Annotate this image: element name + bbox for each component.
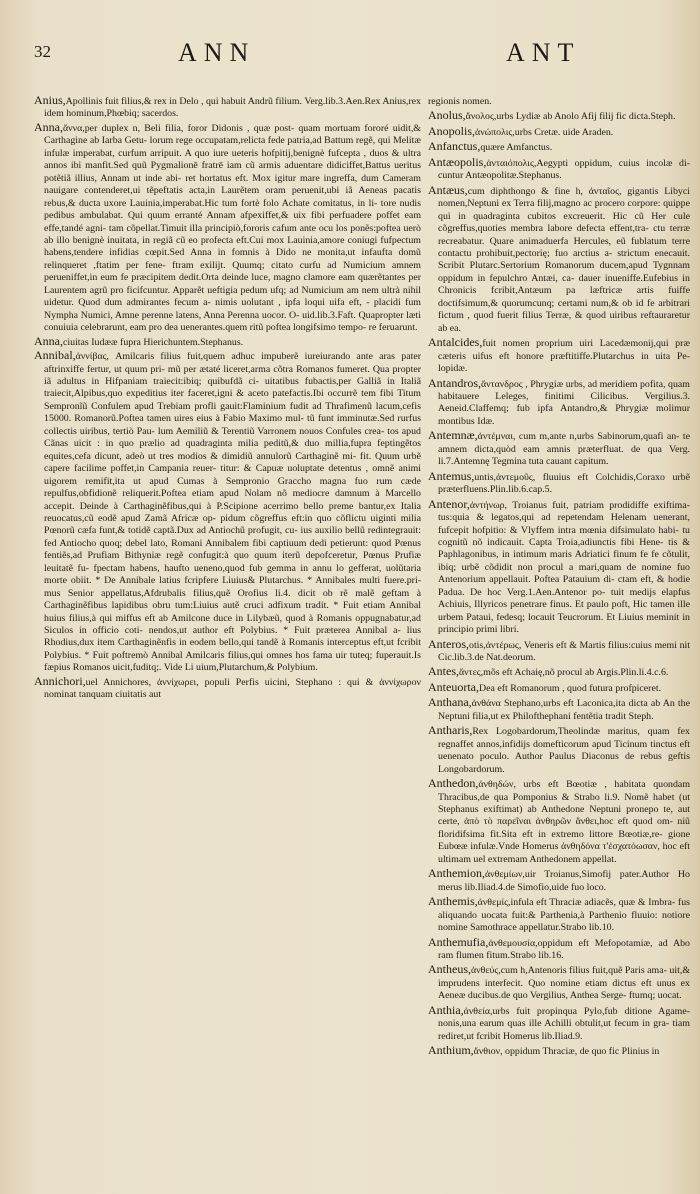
dictionary-entry	[428, 336, 690, 375]
entry-headword: Anolus,	[428, 108, 466, 123]
page-number: 32	[34, 42, 51, 61]
entry-headword: Anteros,	[428, 636, 469, 651]
dictionary-entry	[428, 665, 690, 679]
dictionary-entry	[428, 638, 690, 665]
entry-headword: Anthana,	[428, 695, 472, 710]
entry-text: ἄντες,mõs eft Achaię,nõ procul ab Argis.Plin.li.4.c.6.	[459, 667, 669, 679]
dictionary-entry	[428, 1004, 690, 1043]
dictionary-entry	[428, 963, 690, 1002]
dictionary-entry	[34, 94, 421, 121]
entry-headword: Antenor,	[428, 496, 470, 511]
dictionary-entry	[428, 125, 690, 139]
entry-text: ἄνολος,urbs Lydiæ ab Anolo Afij filij fic dicta.Steph.	[465, 111, 676, 123]
dictionary-entry	[428, 895, 690, 934]
entry-headword: Antes,	[428, 664, 459, 679]
dictionary-entry	[428, 429, 690, 468]
entry-text: ἀνθάνα Stephano,urbs eft Laconica,ita dicta ab An the Neptuni filia,ut ex Philofthephani fentẽtia tradit Steph.	[438, 698, 690, 722]
entry-text: untis,ἀντεμοῦς, fluuius eft Colchidis,Coraxo urbẽ præterfluens.Plin.lib.6.cap.5.	[438, 471, 690, 496]
entry-headword: Antharis,	[428, 723, 473, 738]
entry-headword: Anfanctus,	[428, 139, 481, 154]
entry-headword: Anthedon,	[428, 776, 479, 791]
entry-text: ἀνθεμουσία,oppidum eft Mefopotamiæ, ad Abo ram flumen fitum.Strabo lib.16.	[438, 937, 690, 961]
entry-text: ἄνθιον, oppidum Thraciæ, de quo fic Plinius in	[473, 1046, 660, 1058]
dictionary-entry	[428, 681, 690, 695]
entry-text: ἀνώπολις,urbs Cretæ. uide Araden.	[475, 126, 614, 138]
dictionary-entry	[428, 867, 690, 894]
entry-headword: Antandros,	[428, 375, 481, 390]
dictionary-entry	[428, 498, 690, 637]
entry-headword: Anopolis,	[428, 123, 476, 138]
left-column	[34, 94, 421, 1184]
entry-headword: Antheus,	[428, 962, 471, 977]
entry-text: ciuitas Iudææ fupra Hierichuntem.Stephanus.	[63, 336, 244, 348]
entry-text: fuit nomen proprium uiri Lacedæmonij,qui præ cæteris uifus eft honore præftitiffe.Plutarchus in uita Pe- lopidæ.	[438, 338, 690, 375]
dictionary-entry	[428, 156, 690, 183]
entry-headword: Antemnæ,	[428, 428, 478, 443]
entry-text: regionis nomen.	[428, 96, 492, 107]
entry-headword: Antæopolis,	[428, 154, 487, 169]
entry-headword: Annibal,	[34, 348, 76, 363]
entry-text: Dea eft Romanorum , quod futura profpiceret.	[478, 682, 662, 694]
entry-text: cum diphthongo & fine h, ἀνταῖος, gigantis Libyci nomen,Neptuni ex Terra filij,magno ac procero corpore: quippe qui in quadraginta cubitos excreuerit. Hic cũ Her cule cõgreffus,quoties membra labore defecta effent,tra- ctu terræ recreabatur. Quare animaduerfa Hercules, eũ fublatum terre contactu prohibuit,pectorię; fuo arctius a- strictum enecauit. Scribit Plutarc.Sertorium Romanorum ducem,apud Tygnnam oppidum in fepulchro Antæi, ca- dauer inueniffe.Eufebius in Chronicis fcribit,Antæum pa læftricæ artis fuiffe doctifsimum,& quorumcunq; certami num,& ob id fe arbitrari fictum , quod fuerit filius Terræ, & quod uiribus reftauraretur ab ea.	[438, 185, 690, 334]
entry-text: ἄννα,per duplex n, Beli filia, foror Didonis , quæ post- quam mortuam fororé uidit,& Carthagine ab Iarba Getu- lorum rege occupatam,relicta fede patria,ad Battum regẽ, qui Melitæ infulæ imperabat, curfum arripuit. A quo iure ueteris hofpitij,benignè fufcepta , duos & ultra annos ibi manfit.Sed quũ Pygmalionē fratrē iam cũ armis aduentare didiciffet,Battus ueritus potẽtiã illius, Annam ut inde abi- ret hortatus eft. Mox igitur mare ingreffa, dum Cameram nauigare contenderet,ui tẽpeftatis acta,in Laurẽtem oram peruenit,ubi iã Aeneas pacatis rebus,& ducta uxore Lauinia,imperabat.Hic tum fortè folo Achate comitatus, in li- tore nudis pedibus ambulabat. Qui quum erranté Annam afpexiffet,& uix fibi perfuadere poffet eam effe,tandé agni- tam cõpellat.Timuit illa principiò,fororis cafum ante ocu los ponẽs:poftea uerò ab illo benignè inuitata, in regiã cũ eo profecta eft.Cui mox Lauinia,amore coniugi fufpectum habens,tendere infidias cœpit.Sed Anna in fomnis à Dido ne monita,ut infaufta domũ relinqueret ,ftatim per fene- ftram exilijt. Quumq; citato curfu ad Numicium amnem perueniffet,in eum fe præcipitem dedit.Orta deinde luce, magno clamore eam quærẽtantes per Laurentem agrũ pro ficifcuntur. Apparẽt ueftigia pedum ufq; ad Numicium am nem ultrà nihil uidetur. Quod dum admirantes fecum a- nimis uolutant , ipfa loqui uifa eft, - placidi fum Nympha Numici, Amne perenne latens, Anna Perenna uocor. O- uid.lib.3.Faft. Quapropter læti conuiuia celebrarunt, eam pro dea uenerantes.quem ritũ poftea longifsimo tempo- re feruarunt.	[44, 122, 421, 334]
entry-headword: Anteuorta,	[428, 679, 479, 694]
dictionary-entry	[428, 140, 690, 154]
dictionary-entry	[34, 675, 421, 702]
right-column	[428, 94, 690, 1184]
entry-text: ἀνθηδών, urbs eft Bœotiæ , habitata quondam Thracibus,de qua Pomponius & Strabo li.9. Nomẽ habet (ut Stephanus exiftimat) ab Anthedone Neptuni pronepo te, aut certe, ἀπὸ τὸ παρεῖναι ἀνθηρῶν ἄνθει,hoc eft quod om- niũ floridifsima fit.Sita eft in extremo littore Bœotiæ,re- gione Eubœæ infulæ.Vnde Homerus ἀνθηδόνα τ'ἐσχατόωσαν, hoc eft ultimam uel extremam Anthedonem appellat.	[438, 779, 690, 865]
entry-text: uel Annichores, ἀννίχωρει, populi Perfis uicini, Stephano : qui & ἀννίχωρον nominat tanquam ciuitatis aut	[44, 676, 421, 701]
dictionary-entry	[428, 1044, 690, 1058]
entry-headword: Anthium,	[428, 1043, 474, 1058]
entry-text: ἀνθεμίς,infula eft Thraciæ adiacẽs, quæ & Imbra- fus aliquando uocata fuit:& Parthenia,à Parthenio fluuio: notiore nomine Samothrace appellatur.Strabo lib.10.	[438, 897, 690, 934]
running-head-left: ANN	[178, 38, 256, 67]
entry-text: ἀνθεία,urbs fuit propinqua Pylo,fub ditione Agame- nonis,una earum quas ille Achilli obtulit,ut fecum in gra- tiam rediret,ut fcribit Homerus lib.Iliad.9.	[438, 1005, 690, 1042]
dictionary-entry	[428, 377, 690, 429]
dictionary-entry	[428, 936, 690, 963]
entry-text: ἀνθεμίων,uir Troianus,Simofij pater.Author Ho merus lib.Iliad.4.de Simofio,uide fuo loco.	[438, 869, 690, 893]
dictionary-entry	[428, 724, 690, 776]
running-head-right: ANT	[506, 38, 581, 67]
entry-headword: Antemus,	[428, 468, 475, 483]
dictionary-entry	[34, 335, 421, 349]
page-header	[34, 38, 678, 70]
entry-text: ἀντήνωρ, Troianus fuit, patriam prodidiffe exiftima- tus:quia & legatos,qui ad repetendam Helenam uenerant, fufcepit hofpitio: & Vlyffem intra mœnia difsimulato habi- tu cognitũ nõ indicauit. Capta Troia,adiunctis fibi Hene- tis & Paphlagonibus, in intimum maris Adriatici finum fe fe cõtulit, ibiq; urbẽ cõdidit non procul a mari,quam de nomine fuo Antenorium appellauit. Poftea Patauium di- ctam eft, & hodie Padua. De hoc Verg.1.Aen.Antenor po- tuit medijs elapfus Achiuis, Illyricos penetrare finus. Et paulo poft, Hic tamen ille urbem Pataui, fedesq; locauit Teucrorum. Et Liuius meminit in principio primi libri.	[438, 499, 690, 636]
dictionary-entry	[34, 349, 421, 675]
entry-headword: Antæus,	[428, 182, 468, 197]
entry-text: Rex Logobardorum,Theolindæ maritus, quam fex regnaffet annos,infidijs domefticorum apud Ticinum tinctus eft uenenato poculo. Author Paulus Diaconus de rebus geftis Longobardorum.	[438, 726, 690, 775]
entry-text: ἀννίβας, Amilcaris filius fuit,quem adhuc impuberẽ iureiurando ante aras pater aftrinxiffe fertur, ut quum pri- mũ per ætaté liceret,arma cõtra Romanos fumeret. Qua propter iã adultus in Hifpaniam traiecit:ibiq; quibufdã ci- uitatibus fubactis,per Galliã in Italiã traiecit,Alpibus,quo expeditius iter faceret,igni & aceto patefactis.Ibi occurrẽ tem fibi Titum Sempronĩũ Confulem apud Trebiam profli gauit:Flaminium fudit ad Thrafimenũ lacum,cefis 15000. Romanorũ.Poftea tamen uires eius à Fabio Maximo mul- tũ funt imminutæ.Sed rurfus collectis uiribus, tertiò Pau- lum Aemiliũ & Terentiũ Varronem nouos Confules crea- tos apud Cãnas uicit : in quo prælio ad quadraginta milia peditũ,& duo millia,fupra feptingẽtos equites,cefa dicunt, adeò ut tres modios & dimidiũ annulorũ Carthaginẽ mi- fit. Quum urbẽ capere facilime poffet,in Campania reuer- titur: & Capuæ uoluptate detentus , omnẽ animi uigorem remifit,ita ut apud Cumas à Sempronio Graccho magna fuo rum cæde repulfus,obfidionẽ reliquerit.Poftea etiam apud Nolam nõ mediocre damnum à Marcello accepit. Deinde à Carthaginẽfibus,qui à P.Scipione acerrimo bello preme bantur,ex Italia reuocatus,cũ eodẽ apud Zamã Africæ op- pidum cõgreffus eft:in quo cõflictu uiginti milia Pœnorũ cæfa funt,& totidẽ captã.Dux ad Antiochũ profugit, cu- ius auxilio bellũ redintegrauit: fed Antiocho quoq; debel lato, Romani Annibalem fibi captiuum dedi petierunt: quod Pœnus fentiẽs,ad Prufiam Bithyniæ regẽ confugit:à quo quum iterũ depofceretur, Pœnus Prufiæ leuitatẽ fu- fpectam habens, haufto ueneno,quod fub gemma in annu lo gefferat, uolũtaria morte obiit. * De Annibale latius fcripfere Liuius& Plutarchus. * Annibales multi fuere.pri- mus Senior appellatus,Afdrubalis filius,quẽ Orofius li.4. dicit ob rẽ malẽ geftam à Carthaginẽfibus lapidibus obru tum:Liuius autẽ cruci adfixum tradit. * Fuit etiam Annibal huius filius,à qui miffus eft ab Amilcone duce in Lilybæũ, quod à Romanis oppugnabatur,ad Siculos in officio coti- nendos,ut author eft Polybius. * Fuit præterea Annibal a- lius Rhodius,dux item Carthaginẽnfis in eodem bello,qui tandẽ à Romanis interceptus eft,ut fcribit Polybius. * Fuit poftremò Annibal Amilcaris filius,qui omnes hos fama uir tuteq; fuperauit.Is fæpius Romanos uicit,fuditq;. Vide Li uium,Plutarchum,& Polybium.	[44, 351, 421, 674]
dictionary-entry	[428, 777, 690, 866]
entry-headword: Annichori,	[34, 673, 86, 688]
entry-text: otis,ἀντέρως, Veneris eft & Martis filius:cuius memi nit Cic.lib.3.de Nat.deorum.	[438, 639, 690, 664]
entry-headword: Anius,	[34, 94, 66, 107]
entry-text: ἀνταιόπολις,Aegypti oppidum, cuius incolæ di- cuntur Antæopolitæ.Stephanus.	[438, 157, 690, 182]
entry-text: quære Amfanctus.	[480, 142, 553, 154]
dictionary-entry	[428, 109, 690, 123]
entry-text: ἄντανδρος , Phrygiæ urbs, ad meridiem pofita, quam habitauere Leleges, finitimi Cilicibus. Vergilius.3. Aeneid.Claffemq; fub ipfa Antandro,& Phrygiæ molimur montibus Idæ.	[438, 378, 690, 427]
dictionary-entry	[34, 121, 421, 335]
entry-headword: Antalcides,	[428, 335, 483, 350]
entry-headword: Anthemufia,	[428, 934, 489, 949]
entry-text: Apollinis fuit filius,& rex in Delo , qui habuit Andrũ filium. Verg.lib.3.Aen.Rex Anius,rex idem hominum,Phœbiq; sacerdos.	[44, 96, 421, 120]
dictionary-entry	[428, 94, 690, 108]
dictionary-entry	[428, 470, 690, 497]
entry-text: ἀνθεύς,cum h,Antenoris filius fuit,quẽ Paris ama- uit,& imprudens interfecit. Quo nomine etiam dictus eft unus ex Aeneæ ducibus.de quo Vergilius, Anthea Serge- ftumq; uocat.	[438, 965, 690, 1002]
entry-headword: Anthemis,	[428, 894, 478, 909]
dictionary-entry	[428, 696, 690, 723]
entry-text: ἀντέμναι, cum m,ante n,urbs Sabinorum,quafi an- te amnem dicta,quòd eam amnis præterfluat. de qua Verg. li.7.Antemnę Tegmina tuta cauant capitum.	[438, 431, 690, 468]
dictionary-entry	[428, 184, 690, 335]
entry-headword: Anthia,	[428, 1002, 464, 1017]
entry-headword: Anna,	[34, 119, 63, 134]
entry-headword: Anthemion,	[428, 866, 485, 881]
entry-headword: Anna,	[34, 333, 63, 348]
